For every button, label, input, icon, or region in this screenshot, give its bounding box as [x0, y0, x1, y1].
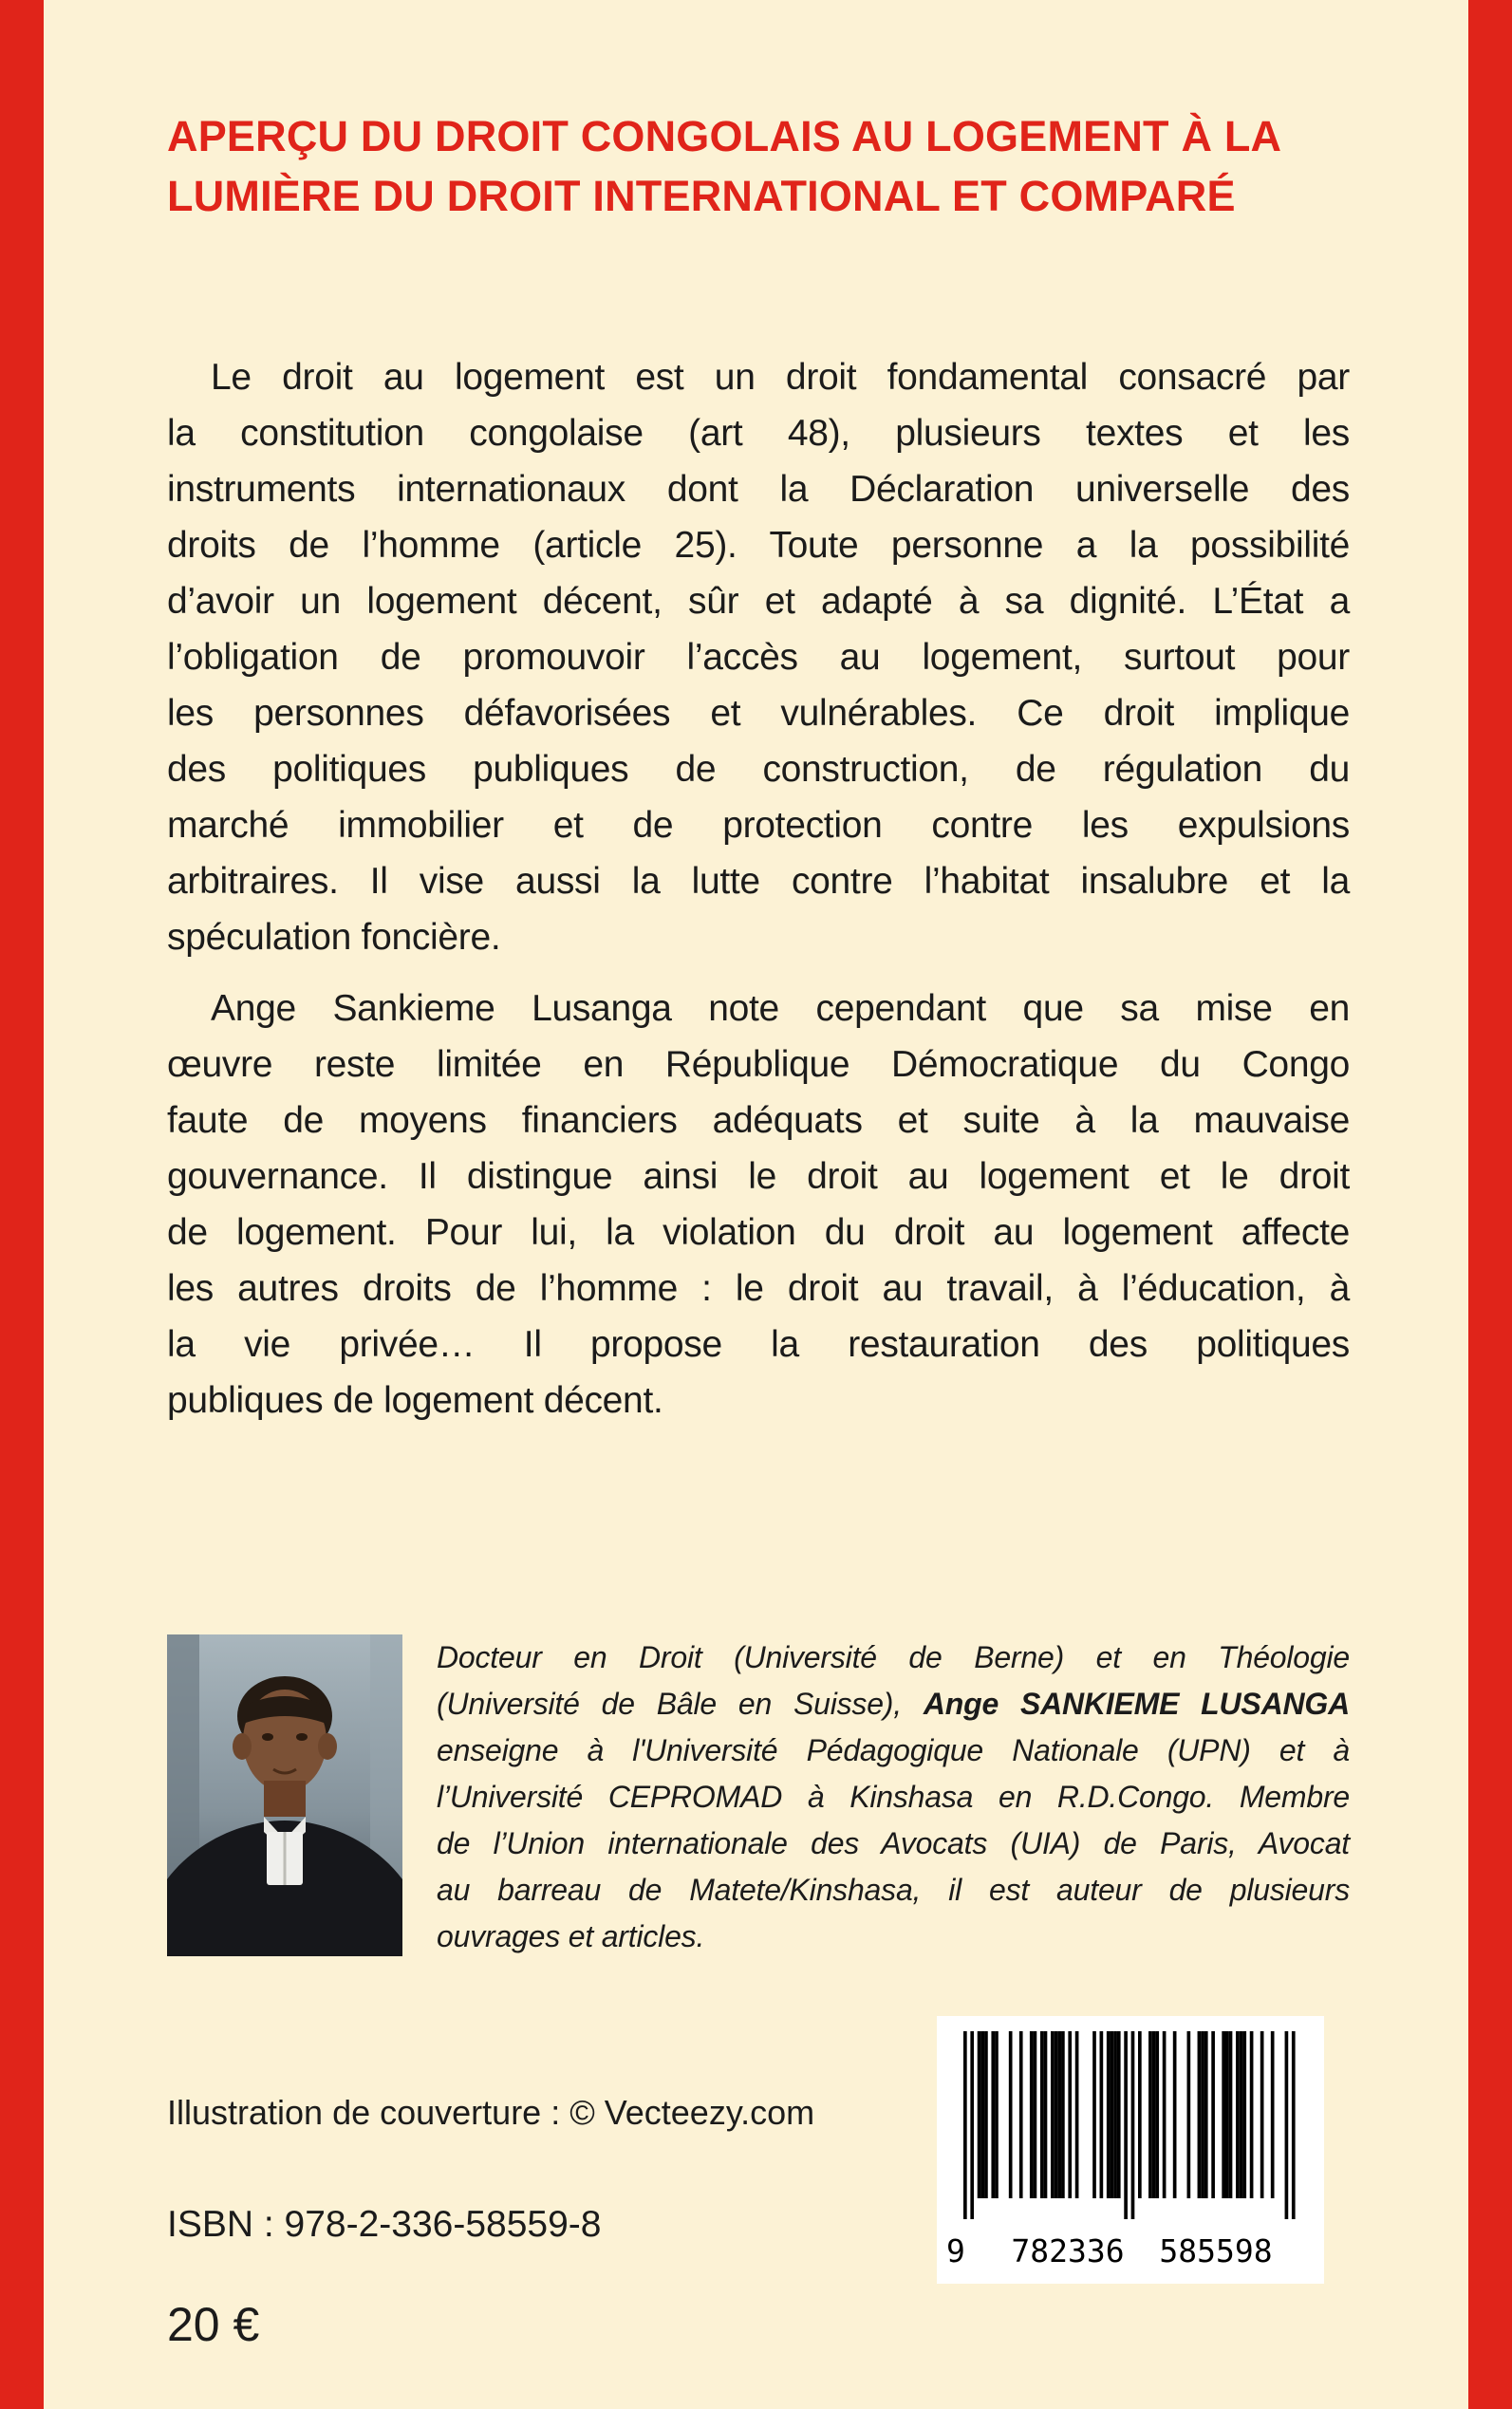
spine-red-strip-left	[0, 0, 44, 2409]
author-name: Ange SANKIEME LUSANGA	[923, 1687, 1350, 1721]
paragraph-1	[167, 349, 1350, 965]
barcode-bars	[960, 2031, 1301, 2221]
isbn-number: ISBN : 978-2-336-58559-8	[167, 2204, 602, 2245]
text-line: l’obligation de promouvoir l’accès au logement, surtout pour	[167, 637, 1350, 678]
text-line: instruments internationaux dont la Déclaration universelle des	[167, 469, 1350, 510]
bio-line: enseigne à l'Université Pédagogique Nationale (UPN) et à	[437, 1733, 1350, 1767]
spine-red-strip-right	[1468, 0, 1512, 2409]
text-line: de logement. Pour lui, la violation du droit au logement affecte	[167, 1212, 1350, 1253]
title-line-2: LUMIÈRE DU DROIT INTERNATIONAL ET COMPARÉ	[167, 172, 1236, 220]
text-line: faute de moyens financiers adéquats et suite à la mauvaise	[167, 1100, 1350, 1141]
price-label: 20 €	[167, 2298, 260, 2351]
bio-line	[437, 1681, 1350, 1727]
text-line: les personnes défavorisées et vulnérables. Ce droit implique	[167, 693, 1350, 734]
barcode-digit-first: 9	[946, 2232, 965, 2269]
barcode-digits-left: 782336	[1011, 2232, 1125, 2269]
text-line: des politiques publiques de construction, de régulation du	[167, 749, 1350, 790]
author-photo	[167, 1634, 402, 1956]
text-line: publiques de logement décent.	[167, 1380, 663, 1421]
barcode-digits-right: 585598	[1159, 2232, 1273, 2269]
cover-illustration-credit: Illustration de couverture : © Vecteezy.com	[167, 2093, 815, 2132]
text-line: la constitution congolaise (art 48), plusieurs textes et les	[167, 413, 1350, 454]
back-cover-summary	[167, 349, 1350, 1429]
text-line: la vie privée… Il propose la restauration des politiques	[167, 1324, 1350, 1365]
text-line: arbitraires. Il vise aussi la lutte contre l’habitat insalubre et la	[167, 861, 1350, 902]
bio-line: l’Université CEPROMAD à Kinshasa en R.D.Congo. Membre	[437, 1780, 1350, 1814]
text-line: Le droit au logement est un droit fondamental consacré par	[211, 357, 1350, 398]
bio-line: de l’Union internationale des Avocats (UIA) de Paris, Avocat	[437, 1826, 1350, 1860]
bio-text: (Université de Bâle en Suisse),	[437, 1687, 924, 1721]
author-bio	[437, 1634, 1350, 1960]
text-line: marché immobilier et de protection contre les expulsions	[167, 805, 1350, 846]
barcode-number	[937, 2232, 1324, 2272]
barcode	[937, 2016, 1324, 2284]
bio-line: au barreau de Matete/Kinshasa, il est auteur de plusieurs	[437, 1873, 1350, 1907]
title-line-1: APERÇU DU DROIT CONGOLAIS AU LOGEMENT À LA	[167, 112, 1282, 160]
text-line: spéculation foncière.	[167, 917, 501, 958]
book-title	[167, 106, 1382, 226]
bio-line: Docteur en Droit (Université de Berne) et en Théologie	[437, 1640, 1350, 1674]
text-line: gouvernance. Il distingue ainsi le droit au logement et le droit	[167, 1156, 1350, 1197]
author-section	[167, 1634, 1350, 1960]
text-line: Ange Sankieme Lusanga note cependant que sa mise en	[211, 988, 1350, 1029]
text-line: droits de l’homme (article 25). Toute personne a la possibilité	[167, 525, 1350, 566]
paragraph-2	[167, 980, 1350, 1429]
text-line: œuvre reste limitée en République Démocratique du Congo	[167, 1044, 1350, 1085]
text-line: d’avoir un logement décent, sûr et adapté à sa dignité. L’État a	[167, 581, 1350, 622]
text-line: les autres droits de l’homme : le droit au travail, à l’éducation, à	[167, 1268, 1350, 1309]
bio-line: ouvrages et articles.	[437, 1919, 705, 1953]
